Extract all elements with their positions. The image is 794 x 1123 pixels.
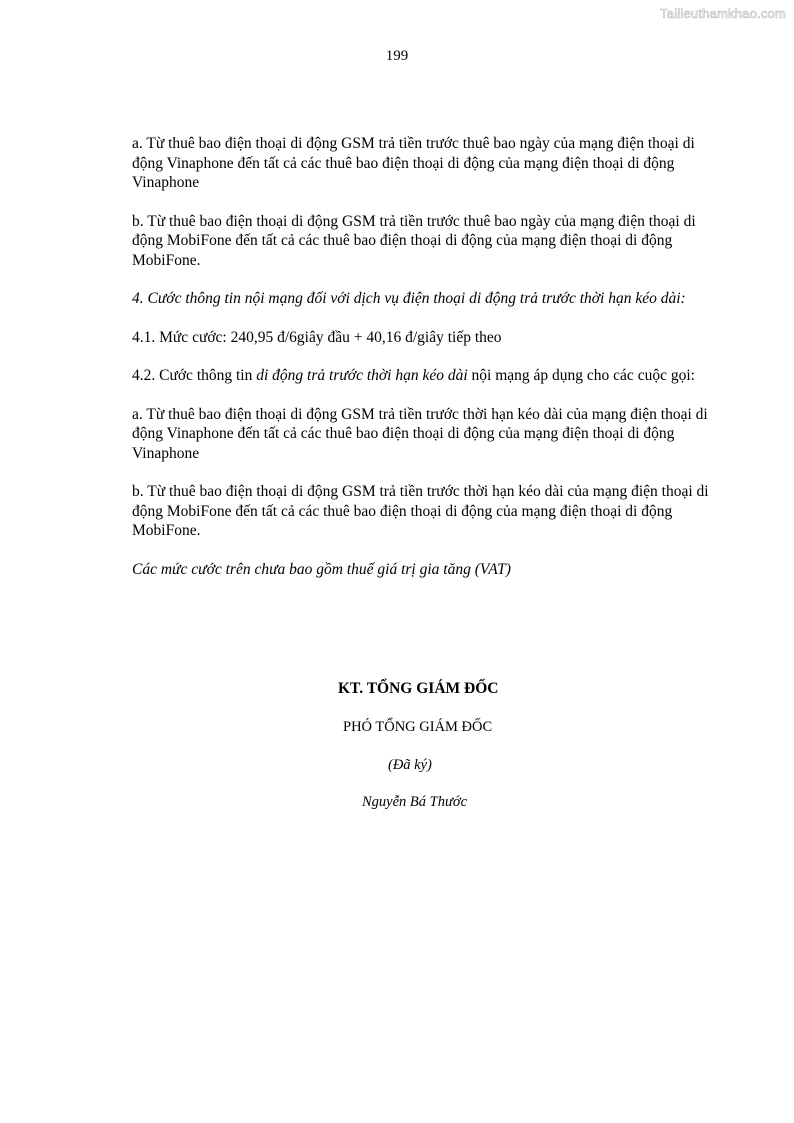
paragraph-4-2-lead: 4.2. Cước thông tin (132, 367, 257, 384)
paragraph-4-2 (132, 366, 722, 386)
watermark-text: Tailieuthamkhao.com (660, 6, 786, 21)
paragraph-4-2-tail: nội mạng áp dụng cho các cuộc gọi: (467, 367, 695, 384)
signature-title: KT. TỔNG GIÁM ĐỐC (338, 680, 499, 697)
document-body (132, 134, 722, 598)
signature-subtitle: PHÓ TỔNG GIÁM ĐỐC (343, 719, 493, 735)
paragraph-a-vinaphone-daily: a. Từ thuê bao điện thoại di động GSM trả tiền trước thuê bao ngày của mạng điện thoại di động Vinaphone đến tất cả các thuê bao điện thoại di động của mạng điện thoại di động Vinaphone (132, 135, 695, 191)
signatory-name: Nguyễn Bá Thước (362, 794, 468, 810)
paragraph-a-vinaphone-extended: a. Từ thuê bao điện thoại di động GSM trả tiền trước thời hạn kéo dài của mạng điện thoại di động Vinaphone đến tất cả các thuê bao điện thoại di động của mạng điện thoại di động Vinaphone (132, 405, 708, 462)
signature-signed-note: (Đã ký) (388, 757, 432, 773)
page-number: 199 (385, 48, 409, 64)
vat-note: Các mức cước trên chưa bao gồm thuế giá trị gia tăng (VAT) (132, 560, 511, 578)
paragraph-4-1-rate: 4.1. Mức cước: 240,95 đ/6giây đầu + 40,16 đ/giây tiếp theo (132, 328, 502, 346)
paragraph-4-2-italic: di động trả trước thời hạn kéo dài (256, 367, 468, 384)
paragraph-b-mobifone-daily: b. Từ thuê bao điện thoại di động GSM trả tiền trước thuê bao ngày của mạng điện thoại di động MobiFone đến tất cả các thuê bao điện thoại di động của mạng điện thoại di động MobiFone. (132, 212, 696, 269)
section-heading-4: 4. Cước thông tin nội mạng đối với dịch vụ điện thoại di động trả trước thời hạn kéo dài: (132, 290, 686, 307)
paragraph-b-mobifone-extended: b. Từ thuê bao điện thoại di động GSM trả tiền trước thời hạn kéo dài của mạng điện thoại di động MobiFone đến tất cả các thuê bao điện thoại di động của mạng điện thoại di động MobiFone. (132, 483, 709, 539)
